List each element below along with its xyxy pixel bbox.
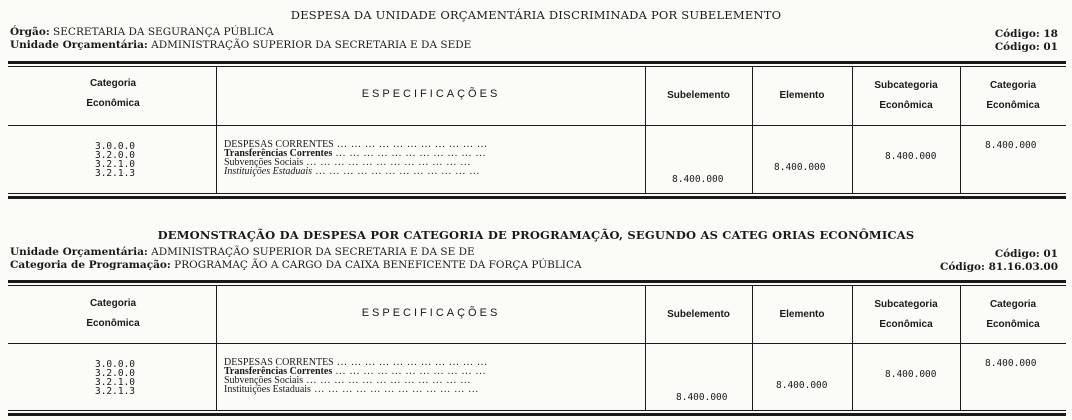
table2-divider	[216, 286, 217, 410]
section2-title: DEMONSTRAÇÃO DA DESPESA POR CATEGORIA DE PROGRAMAÇÃO, SEGUNDO AS CATEG ORIAS ECONÔMICAS	[157, 228, 915, 242]
code-cell: 3.2.1.0	[94, 377, 136, 388]
table2-header-rule	[8, 343, 1066, 344]
col-header-categoria-2	[960, 295, 1066, 335]
col-header-subcategoria	[852, 295, 960, 335]
table1-top-rule-thin	[8, 66, 1066, 67]
table1-top-rule	[8, 61, 1066, 64]
item-label: Instituições Estaduais	[224, 384, 311, 395]
table1-subcategoria-value: 8.400.000	[885, 151, 937, 162]
col-header-categoria2-line2: Econômica	[986, 319, 1040, 330]
section2-header-line2	[10, 259, 582, 271]
code-cell: 3.2.1.0	[94, 159, 136, 170]
table1-subelemento-value: 8.400.000	[672, 174, 724, 185]
table1-header-rule	[8, 125, 1066, 126]
col-header-categoria-line1: Categoria	[89, 78, 137, 89]
section2-header-line1	[10, 246, 475, 258]
programacao-value: PROGRAMAÇ ÃO A CARGO DA CAIXA BENEFICENTE DA FORÇA PÚBLICA	[174, 259, 582, 271]
unidade-label: Unidade Orçamentária:	[10, 39, 148, 51]
table1-items	[224, 140, 488, 176]
col-header-categoria-line2: Econômica	[86, 98, 140, 109]
col-header-categoria-line2: Econômica	[86, 318, 140, 329]
programacao-code: Código: 81.16.03.00	[940, 261, 1058, 273]
item-label: Transferências Correntes	[224, 366, 333, 377]
item-row: Instituições Estaduais ... ... ... ... ... ... ... ... ... ... ... ...	[224, 384, 479, 395]
table1-elemento-value: 8.400.000	[774, 162, 826, 173]
col-header-categoria	[10, 74, 216, 114]
col-header-subcategoria-line2: Econômica	[879, 100, 933, 111]
item-label: Instituições Estaduais	[224, 166, 313, 177]
col-header-subcategoria-line1: Subcategoria	[874, 299, 938, 310]
section1-header-line1	[10, 26, 274, 38]
col-header-subelemento: Subelemento	[667, 90, 730, 101]
table2-elemento-value: 8.400.000	[776, 380, 828, 391]
unidade-code: Código: 01	[994, 41, 1058, 53]
item-label: DESPESAS CORRENTES	[224, 357, 334, 368]
item-row: Subvenções Sociais ... ... ... ... ... ... ... ... ... ... ... ...	[224, 375, 472, 386]
code-cell: 3.0.0.0	[94, 359, 136, 370]
item-row: Instituições Estaduais ... ... ... ... ... ... ... ... ... ... ... ...	[224, 166, 481, 177]
unidade2-code: Código: 01	[994, 248, 1058, 260]
item-row: Transferências Correntes ... ... ... ... ... ... ... ... ... ... ...	[224, 148, 487, 159]
table2-top-rule-thin	[8, 285, 1066, 286]
item-row: DESPESAS CORRENTES ... ... ... ... ... ... ... ... ... ... ...	[224, 139, 488, 150]
table2-top-rule	[8, 280, 1066, 283]
code-cell: 3.2.0.0	[94, 150, 136, 161]
code-cell: 3.2.1.3	[94, 168, 136, 179]
table1-bottom-rule-thin	[8, 193, 1066, 194]
col-header-subcategoria-line1: Subcategoria	[874, 80, 938, 91]
orgao-code: Código: 18	[994, 28, 1058, 40]
item-label: DESPESAS CORRENTES	[224, 139, 334, 150]
item-row: DESPESAS CORRENTES ... ... ... ... ... ... ... ... ... ... ...	[224, 357, 488, 368]
col-header-categoria2-line1: Categoria	[989, 80, 1037, 91]
table2-items	[224, 358, 488, 394]
orgao-value: SECRETARIA DA SEGURANÇA PÚBLICA	[53, 26, 274, 38]
col-header-categoria-line1: Categoria	[89, 298, 137, 309]
table1-bottom-rule	[8, 196, 1066, 199]
col-header-categoria2-line1: Categoria	[989, 299, 1037, 310]
programacao-label: Categoria de Programação:	[10, 259, 171, 271]
col-header-categoria-2	[960, 76, 1066, 116]
table2-bottom-rule	[8, 413, 1066, 416]
item-label: Subvenções Sociais	[224, 157, 304, 168]
unidade2-label: Unidade Orçamentária:	[10, 246, 148, 258]
table2-subelemento-value: 8.400.000	[676, 392, 728, 403]
col-header-especificacoes: ESPECIFICAÇÕES	[361, 88, 501, 100]
table2-categoria-value: 8.400.000	[985, 358, 1037, 369]
item-label: Transferências Correntes	[224, 148, 333, 159]
unidade2-value: ADMINISTRAÇÃO SUPERIOR DA SECRETARIA E DA SE DE	[151, 246, 475, 258]
table1-divider	[216, 67, 217, 193]
table2-codes	[80, 360, 150, 396]
unidade-value: ADMINISTRAÇÃO SUPERIOR DA SECRETARIA E DA SEDE	[151, 39, 472, 51]
table1-categoria-value: 8.400.000	[985, 140, 1037, 151]
table1-codes	[80, 142, 150, 178]
item-row: Transferências Correntes ... ... ... ... ... ... ... ... ... ... ...	[224, 366, 487, 377]
col-header-elemento: Elemento	[779, 309, 825, 320]
item-row: Subvenções Sociais ... ... ... ... ... ... ... ... ... ... ... ...	[224, 157, 472, 168]
code-cell: 3.0.0.0	[94, 141, 136, 152]
table2-subcategoria-value: 8.400.000	[885, 369, 937, 380]
col-header-especificacoes: ESPECIFICAÇÕES	[361, 307, 501, 319]
section1-title: DESPESA DA UNIDADE ORÇAMENTÁRIA DISCRIMINADA POR SUBELEMENTO	[290, 8, 782, 22]
col-header-subcategoria	[852, 76, 960, 116]
code-cell: 3.2.0.0	[94, 368, 136, 379]
col-header-elemento: Elemento	[779, 90, 825, 101]
section1-header-line2	[10, 39, 471, 51]
code-cell: 3.2.1.3	[94, 386, 136, 397]
col-header-categoria2-line2: Econômica	[986, 100, 1040, 111]
col-header-subelemento: Subelemento	[667, 309, 730, 320]
col-header-categoria	[10, 294, 216, 334]
table2-bottom-rule-thin	[8, 410, 1066, 411]
col-header-subcategoria-line2: Econômica	[879, 319, 933, 330]
item-label: Subvenções Sociais	[224, 375, 304, 386]
orgao-label: Órgão:	[10, 26, 50, 38]
